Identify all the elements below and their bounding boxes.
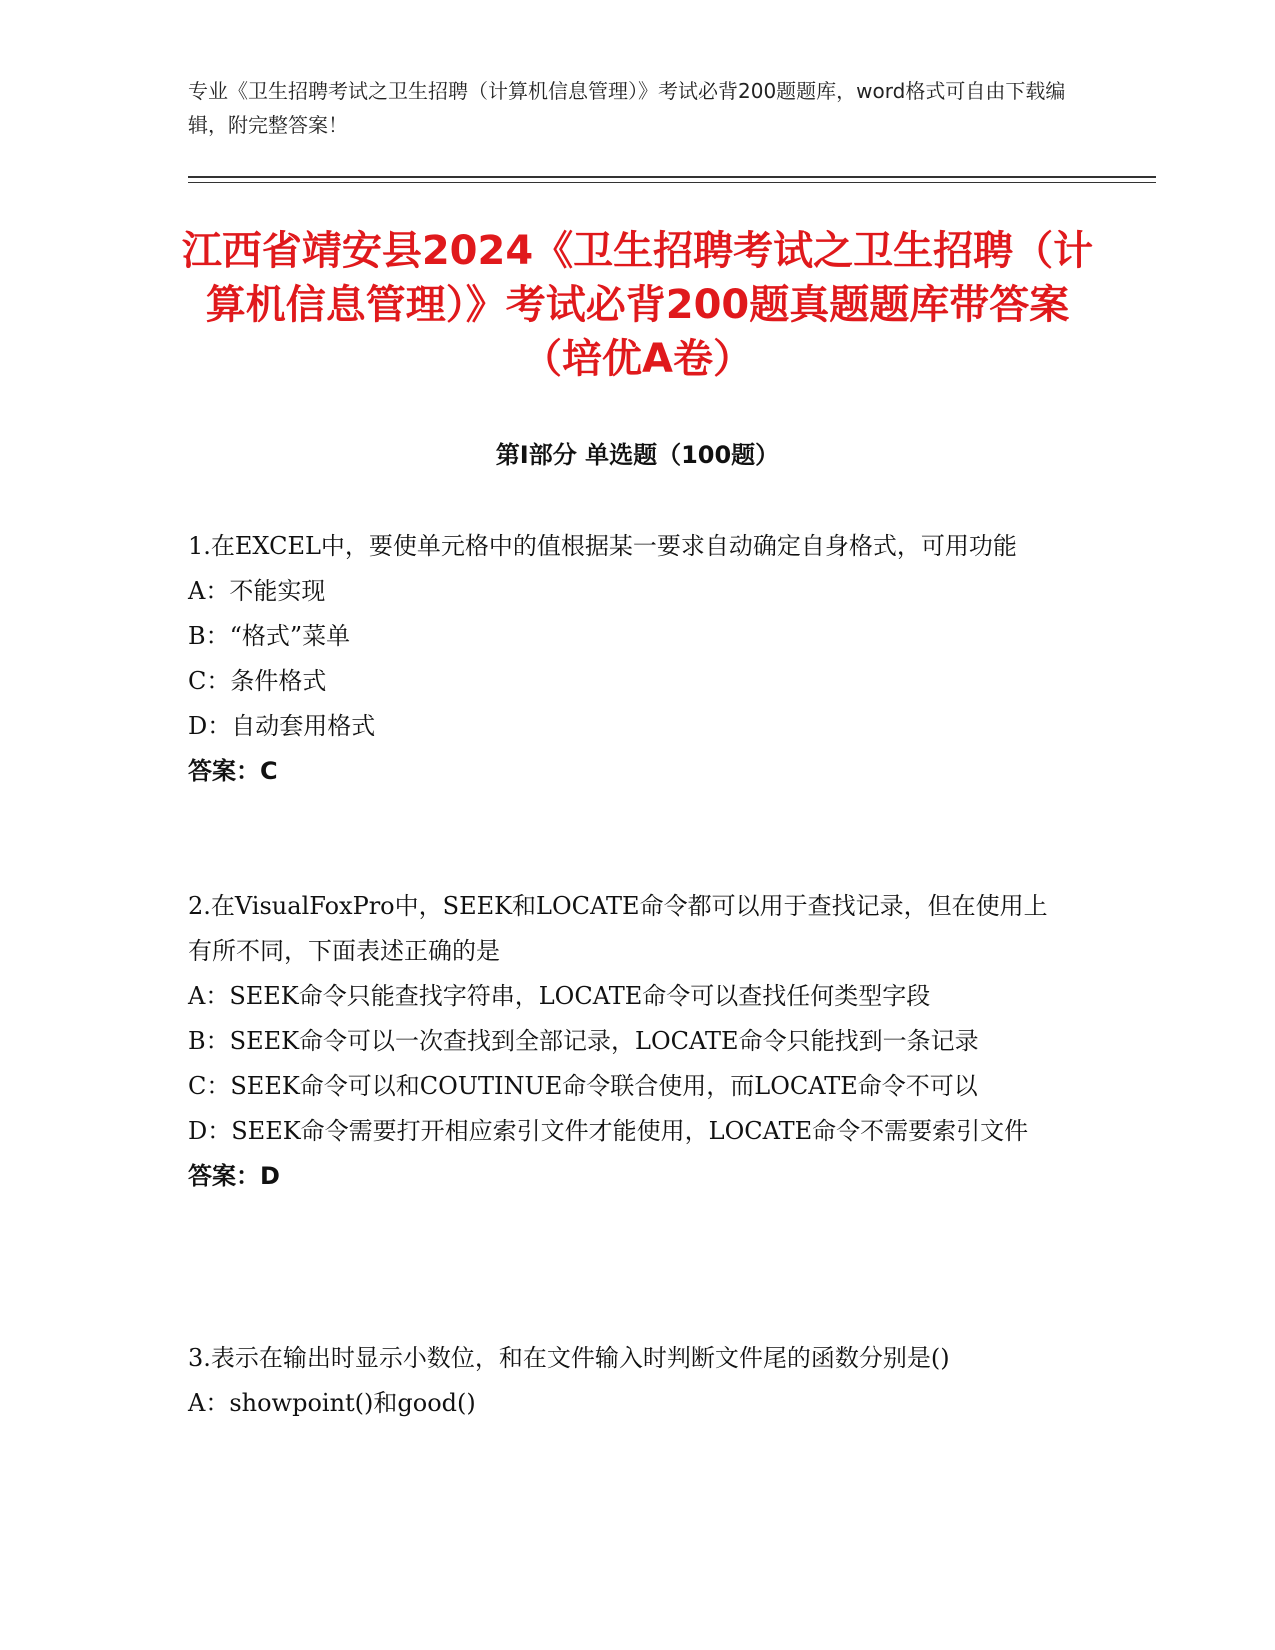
question-stem: 3.表示在输出时显示小数位，和在文件输入时判断文件尾的函数分别是()	[188, 1344, 950, 1372]
section-heading: 第Ⅰ部分 单选题（100题）	[495, 441, 780, 469]
header-divider	[188, 176, 1156, 178]
option-a: A：不能实现	[188, 577, 326, 605]
header-divider-thin	[188, 182, 1156, 183]
option-d: D：SEEK命令需要打开相应索引文件才能使用，LOCATE命令不需要索引文件	[188, 1117, 1029, 1145]
question-3	[188, 1336, 1068, 1426]
option-b: B：“格式”菜单	[188, 622, 351, 650]
option-d: D：自动套用格式	[188, 712, 376, 740]
option-c: C：条件格式	[188, 667, 327, 695]
question-2	[188, 884, 1068, 1199]
option-a: A：showpoint()和good()	[188, 1389, 476, 1417]
option-c: C：SEEK命令可以和COUTINUE命令联合使用，而LOCATE命令不可以	[188, 1072, 978, 1100]
option-a: A：SEEK命令只能查找字符串，LOCATE命令可以查找任何类型字段	[188, 982, 931, 1010]
document-title: 江西省靖安县2024《卫生招聘考试之卫生招聘（计算机信息管理）》考试必背200题真题题库带答案（培优A卷）	[181, 228, 1094, 382]
header-note: 专业《卫生招聘考试之卫生招聘（计算机信息管理）》考试必背200题题库，word格式可自由下载编辑，附完整答案！	[188, 79, 1066, 137]
answer: 答案：C	[188, 757, 278, 785]
question-1	[188, 524, 1068, 794]
option-b: B：SEEK命令可以一次查找到全部记录，LOCATE命令只能找到一条记录	[188, 1027, 979, 1055]
question-stem: 2.在VisualFoxPro中，SEEK和LOCATE命令都可以用于查找记录，但在使用上有所不同，下面表述正确的是	[188, 892, 1048, 965]
answer: 答案：D	[188, 1162, 280, 1190]
question-stem: 1.在EXCEL中，要使单元格中的值根据某一要求自动确定自身格式，可用功能	[188, 532, 1017, 560]
